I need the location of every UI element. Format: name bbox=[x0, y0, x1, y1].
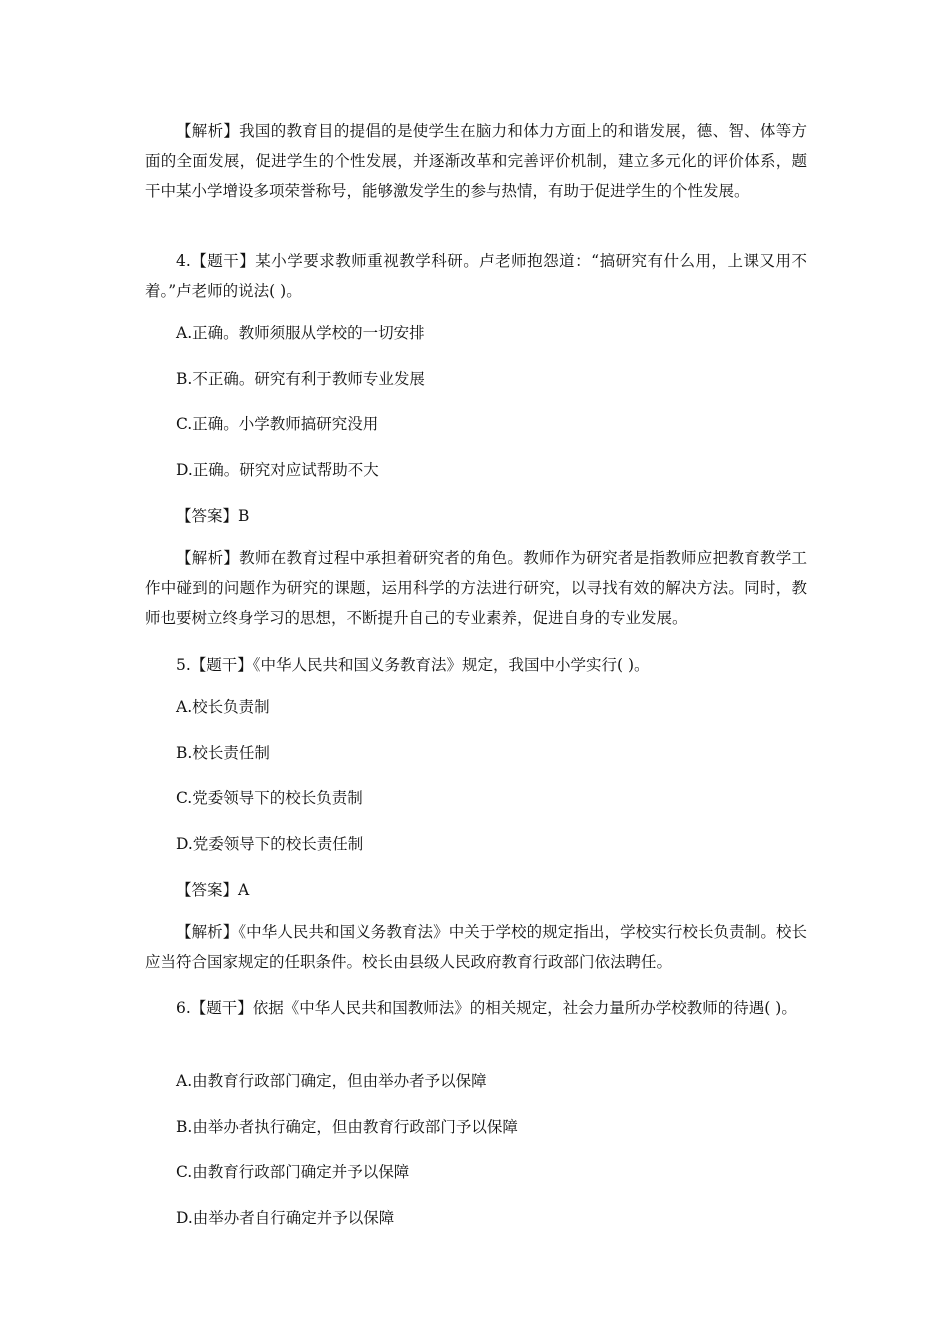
question-5-option-c: C.党委领导下的校长负责制 bbox=[176, 789, 363, 807]
question-4-option-a: A.正确。教师须服从学校的一切安排 bbox=[176, 324, 425, 342]
question-4-option-c: C.正确。小学教师搞研究没用 bbox=[176, 415, 379, 433]
question-5-answer: 【答案】A bbox=[176, 881, 250, 899]
question-6-option-b: B.由举办者执行确定，但由教育行政部门予以保障 bbox=[176, 1118, 518, 1136]
question-5-option-b: B.校长责任制 bbox=[176, 744, 270, 762]
question-5-analysis: 【解析】《中华人民共和国义务教育法》中关于学校的规定指出，学校实行校长负责制。校长应当符合国家规定的任职条件。校长由县级人民政府教育行政部门依法聘任。 bbox=[145, 923, 807, 971]
question-6-option-c: C.由教育行政部门确定并予以保障 bbox=[176, 1163, 410, 1181]
question-6-stem: 6.【题干】依据《中华人民共和国教师法》的相关规定，社会力量所办学校教师的待遇( )。 bbox=[176, 999, 797, 1017]
question-5-stem: 5.【题干】《中华人民共和国义务教育法》规定，我国中小学实行( )。 bbox=[176, 656, 650, 674]
question-4-stem: 4.【题干】某小学要求教师重视教学科研。卢老师抱怨道：“搞研究有什么用，上课又用不着。”卢老师的说法( )。 bbox=[145, 252, 807, 300]
question-6-option-a: A.由教育行政部门确定，但由举办者予以保障 bbox=[176, 1072, 487, 1090]
question-6-option-d: D.由举办者自行确定并予以保障 bbox=[176, 1209, 395, 1227]
question-4-option-d: D.正确。研究对应试帮助不大 bbox=[176, 461, 379, 479]
analysis-paragraph: 【解析】我国的教育目的提倡的是使学生在脑力和体力方面上的和谐发展，德、智、体等方面的全面发展，促进学生的个性发展，并逐渐改革和完善评价机制，建立多元化的评价体系，题干中某小学增设多项荣誉称号，能够激发学生的参与热情，有助于促进学生的个性发展。 bbox=[145, 122, 807, 200]
question-4-answer: 【答案】B bbox=[176, 507, 250, 525]
question-5-option-a: A.校长负责制 bbox=[176, 698, 270, 716]
question-4-analysis: 【解析】教师在教育过程中承担着研究者的角色。教师作为研究者是指教师应把教育教学工作中碰到的问题作为研究的课题，运用科学的方法进行研究，以寻找有效的解决方法。同时，教师也要树立终身学习的思想，不断提升自己的专业素养，促进自身的专业发展。 bbox=[145, 549, 807, 627]
question-5-option-d: D.党委领导下的校长责任制 bbox=[176, 835, 364, 853]
question-4-option-b: B.不正确。研究有利于教师专业发展 bbox=[176, 370, 425, 388]
